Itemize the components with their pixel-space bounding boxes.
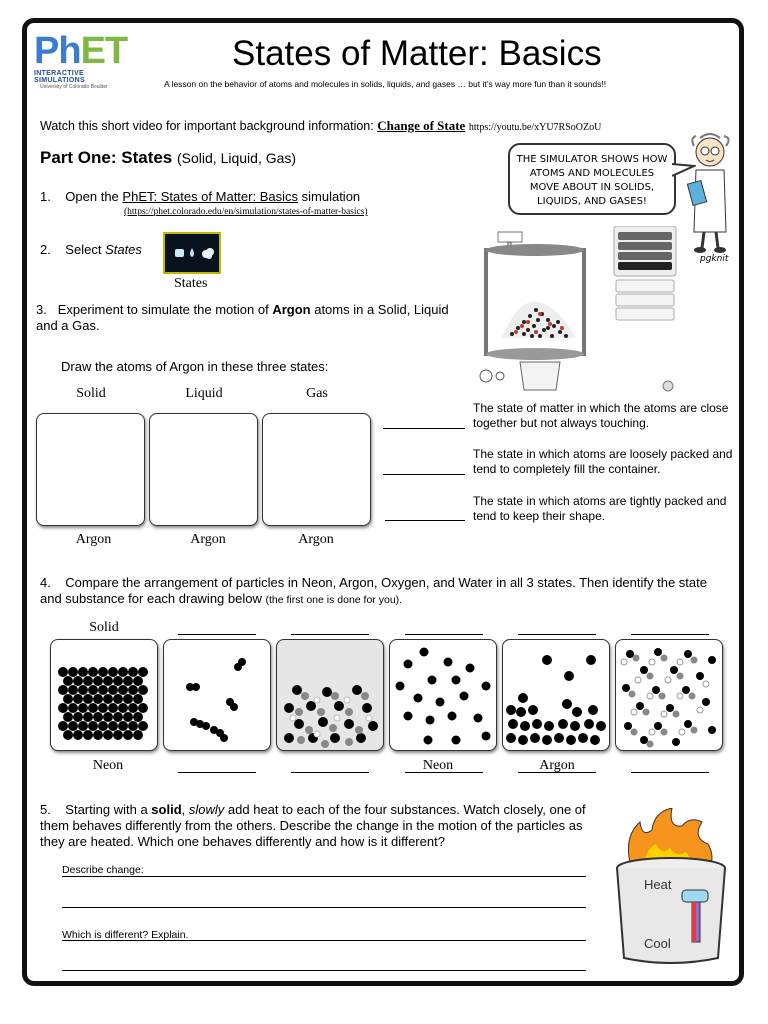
liquid-argon-particles	[503, 640, 609, 750]
box-label-gas: Gas	[306, 386, 328, 401]
cool-label: Cool	[644, 936, 671, 951]
question-3: 3. Experiment to simulate the motion of Argon atoms in a Solid, Liquid and a Gas.	[36, 302, 449, 333]
definition-3: The state in which atoms are tightly packed and tend to keep their shape.	[473, 494, 727, 523]
definition-blank-3[interactable]	[385, 520, 465, 521]
definition-blank-2[interactable]	[383, 474, 465, 475]
question-4: 4. Compare the arrangement of particles in Neon, Argon, Oxygen, and Water in all 3 states. Then identify the state and substance for each drawing below (the first one is done for you).	[40, 575, 707, 606]
phet-logo: PhET INTERACTIVE SIMULATIONS University of Colorado Boulder	[34, 30, 128, 90]
panel-3-substance-blank[interactable]	[291, 772, 369, 773]
panel-5-substance: Argon	[539, 758, 575, 773]
box-substance-3: Argon	[298, 532, 334, 547]
definition-2: The state in which atoms are loosely packed and tend to completely fill the container.	[473, 447, 733, 476]
artist-signature: pgknit	[700, 254, 729, 264]
page-title: States of Matter: Basics	[232, 34, 602, 73]
box-label-solid: Solid	[76, 386, 106, 401]
part-one-heading: Part One: States (Solid, Liquid, Gas)	[40, 148, 297, 167]
answer-line-1[interactable]	[62, 876, 586, 877]
panel-1-substance: Neon	[92, 758, 124, 773]
solid-neon-particles	[51, 640, 157, 750]
definition-blank-1[interactable]	[383, 428, 465, 429]
draw-instruction: Draw the atoms of Argon in these three states:	[61, 359, 329, 374]
particle-panel-1	[50, 639, 158, 751]
draw-box-solid[interactable]	[36, 413, 145, 526]
answer-line-3[interactable]	[62, 940, 586, 941]
simulation-screenshot	[478, 226, 678, 392]
panel-5-state-blank[interactable]	[518, 634, 596, 635]
draw-box-gas[interactable]	[262, 413, 371, 526]
describe-label: Describe change:	[62, 864, 144, 876]
panel-2-state-blank[interactable]	[178, 634, 256, 635]
panel-1-state: Solid	[89, 620, 119, 635]
sim-url[interactable]: (https://phet.colorado.edu/en/simulation/states-of-matter-basics)	[124, 207, 368, 217]
question-5: 5. Starting with a solid, slowly add heat to each of the four substances. Watch closely, one of them behaves differently from the others. Describe the change in the motion of the particles as they are heated. Which one behaves differently and how is it different?	[40, 802, 586, 849]
box-substance-1: Argon	[75, 532, 112, 547]
answer-line-2[interactable]	[62, 907, 586, 908]
draw-box-liquid[interactable]	[149, 413, 258, 526]
molecule-particles	[164, 640, 270, 750]
definition-1: The state of matter in which the atoms are close together but not always touching.	[473, 401, 729, 430]
panel-4-substance: Neon	[422, 758, 454, 773]
sim-link[interactable]: PhET: States of Matter: Basics	[122, 189, 298, 204]
question-1: 1. Open the PhET: States of Matter: Basics simulation	[40, 189, 361, 204]
water-particles	[277, 640, 383, 750]
which-label: Which is different? Explain.	[62, 929, 189, 941]
video-url[interactable]: https://youtu.be/xYU7RSoOZoU	[468, 122, 602, 133]
particle-panel-3	[276, 639, 384, 751]
answer-line-4[interactable]	[62, 970, 586, 971]
states-icon-label: States	[174, 276, 208, 291]
particle-panel-4	[389, 639, 497, 751]
speech-bubble: THE SIMULATOR SHOWS HOW ATOMS AND MOLECULES MOVE ABOUT IN SOLIDS, LIQUIDS, AND GASES!	[508, 143, 676, 215]
panel-2-substance-blank[interactable]	[178, 772, 256, 773]
watch-line: Watch this short video for important background information: Change of State https://youtu.be/xYU7RSoOZoU	[40, 118, 602, 133]
particle-panel-5	[502, 639, 610, 751]
video-link[interactable]: Change of State	[377, 118, 466, 133]
panel-4-state-blank[interactable]	[405, 634, 483, 635]
panel-3-state-blank[interactable]	[291, 634, 369, 635]
box-label-liquid: Liquid	[185, 386, 223, 401]
states-screen-icon	[163, 232, 221, 274]
gas-neon-particles	[390, 640, 496, 750]
heat-label: Heat	[644, 877, 672, 892]
question-2: 2. Select States	[40, 242, 142, 257]
scientist-illustration	[682, 132, 742, 258]
panel-6-substance-blank[interactable]	[631, 772, 709, 773]
gas-water-particles	[616, 640, 722, 750]
particle-panel-6	[615, 639, 723, 751]
particle-panel-2	[163, 639, 271, 751]
box-substance-2: Argon	[190, 532, 226, 547]
page-subtitle: A lesson on the behavior of atoms and molecules in solids, liquids, and gases … but it’s way more fun than it sounds!!	[164, 79, 607, 89]
panel-6-state-blank[interactable]	[631, 634, 709, 635]
